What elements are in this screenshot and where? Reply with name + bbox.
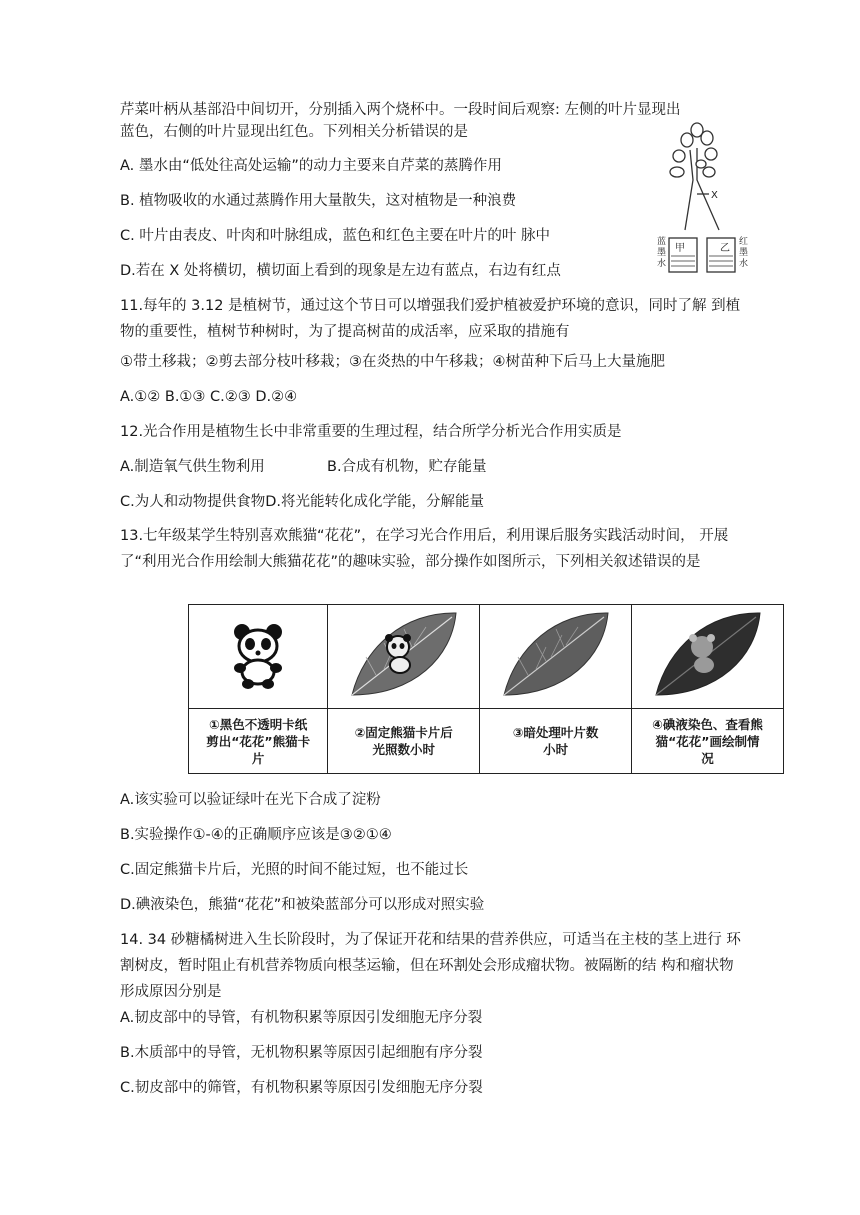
q10-stem-line2: 蓝色，右侧的叶片显现出红色。下列相关分析错误的是 bbox=[120, 124, 468, 140]
step2-image bbox=[328, 605, 480, 709]
step3-caption bbox=[480, 709, 632, 774]
blue-ink-label-3: 水 bbox=[657, 259, 667, 269]
q13-option-c: C.固定熊猫卡片后，光照的时间不能过短，也不能过长 bbox=[120, 862, 469, 878]
stained-leaf-icon bbox=[648, 607, 768, 702]
step1-image bbox=[189, 605, 328, 709]
step1-caption bbox=[189, 709, 328, 774]
q11-stem: 11.每年的 3.12 是植树节，通过这个节日可以增强我们爱护植被爱护环境的意识，同时了解 到植物的重要性，植树节种树时，为了提高树苗的成活率，应采取的措施有 bbox=[120, 298, 741, 340]
beaker-left-label: 甲 bbox=[675, 243, 685, 254]
step1-caption-text: ①黑色不透明卡纸剪出“花花”熊猫卡片 bbox=[206, 716, 311, 766]
panda-card-icon bbox=[228, 620, 288, 690]
step3-caption-text: ③暗处理叶片数小时 bbox=[512, 725, 599, 757]
q14-option-b: B.木质部中的导管，无机物积累等原因引起细胞有序分裂 bbox=[120, 1045, 483, 1061]
step3-image bbox=[480, 605, 632, 709]
step4-image bbox=[632, 605, 784, 709]
q14-stem: 14. 34 砂糖橘树进入生长阶段时，为了保证开花和结果的营养供应，可适当在主枝的茎上进行 环割树皮，暂时阻止有机营养物质向根茎运输，但在环割处会形成瘤状物。被隔断的结 构和瘤状物形成原因分别是 bbox=[120, 932, 741, 1000]
q13-option-a: A.该实验可以验证绿叶在光下合成了淀粉 bbox=[120, 792, 381, 808]
step2-caption bbox=[328, 709, 480, 774]
q14-option-c: C.韧皮部中的筛管，有机物积累等原因引发细胞无序分裂 bbox=[120, 1080, 483, 1096]
q10-option-c: C. 叶片由表皮、叶肉和叶脉组成，蓝色和红色主要在叶片的叶 脉中 bbox=[120, 228, 550, 244]
q14-option-a: A.韧皮部中的导管，有机物积累等原因引发细胞无序分裂 bbox=[120, 1010, 483, 1026]
q12-stem: 12.光合作用是植物生长中非常重要的生理过程，结合所学分析光合作用实质是 bbox=[120, 424, 622, 440]
red-ink-label-3: 水 bbox=[739, 259, 749, 269]
celery-figure bbox=[627, 120, 757, 280]
q10-option-b: B. 植物吸收的水通过蒸腾作用大量散失，这对植物是一种浪费 bbox=[120, 193, 517, 209]
red-ink-label-1: 红 bbox=[739, 237, 749, 247]
q10-option-d: D.若在 X 处将横切，横切面上看到的现象是左边有蓝点，右边有红点 bbox=[120, 263, 561, 279]
q13-option-b: B.实验操作①-④的正确顺序应该是③②①④ bbox=[120, 827, 392, 843]
step4-caption-text: ④碘液染色、查看熊猫“花花”画绘制情况 bbox=[652, 716, 763, 766]
q12-option-b: B.合成有机物，贮存能量 bbox=[327, 459, 487, 475]
q11-options: A.①② B.①③ C.②③ D.②④ bbox=[120, 389, 298, 405]
q13-option-d: D.碘液染色，熊猫“花花”和被染蓝部分可以形成对照实验 bbox=[120, 897, 485, 913]
q12-option-cd: C.为人和动物提供食物D.将光能转化成化学能，分解能量 bbox=[120, 494, 485, 510]
leaf-icon bbox=[496, 607, 616, 702]
blue-ink-label-2: 墨 bbox=[657, 248, 667, 258]
q10-option-a: A. 墨水由“低处往高处运输”的动力主要来自芹菜的蒸腾作用 bbox=[120, 158, 502, 174]
x-marker: X bbox=[711, 190, 718, 201]
q12-option-a: A.制造氧气供生物利用 bbox=[120, 459, 265, 475]
step4-caption bbox=[632, 709, 784, 774]
experiment-figure bbox=[188, 604, 784, 774]
beaker-right-label: 乙 bbox=[720, 243, 730, 254]
q13-stem: 13.七年级某学生特别喜欢熊猫“花花”，在学习光合作用后，利用课后服务实践活动时间， 开展了“利用光合作用绘制大熊猫花花”的趣味实验，部分操作如图所示，下列相关叙述错误的是 bbox=[120, 528, 729, 570]
step2-caption-text: ②固定熊猫卡片后光照数小时 bbox=[354, 725, 453, 757]
red-ink-label-2: 墨 bbox=[739, 248, 749, 258]
blue-ink-label-1: 蓝 bbox=[657, 237, 667, 247]
celery-stalk-left bbox=[685, 150, 693, 230]
q10-stem-line1: 芹菜叶柄从基部沿中间切开，分别插入两个烧杯中。一段时间后观察: 左侧的叶片显现出 bbox=[120, 102, 681, 118]
leaf-with-card-icon bbox=[344, 607, 464, 702]
q11-measures: ①带土移栽；②剪去部分枝叶移栽；③在炎热的中午移栽；④树苗种下后马上大量施肥 bbox=[120, 354, 665, 370]
